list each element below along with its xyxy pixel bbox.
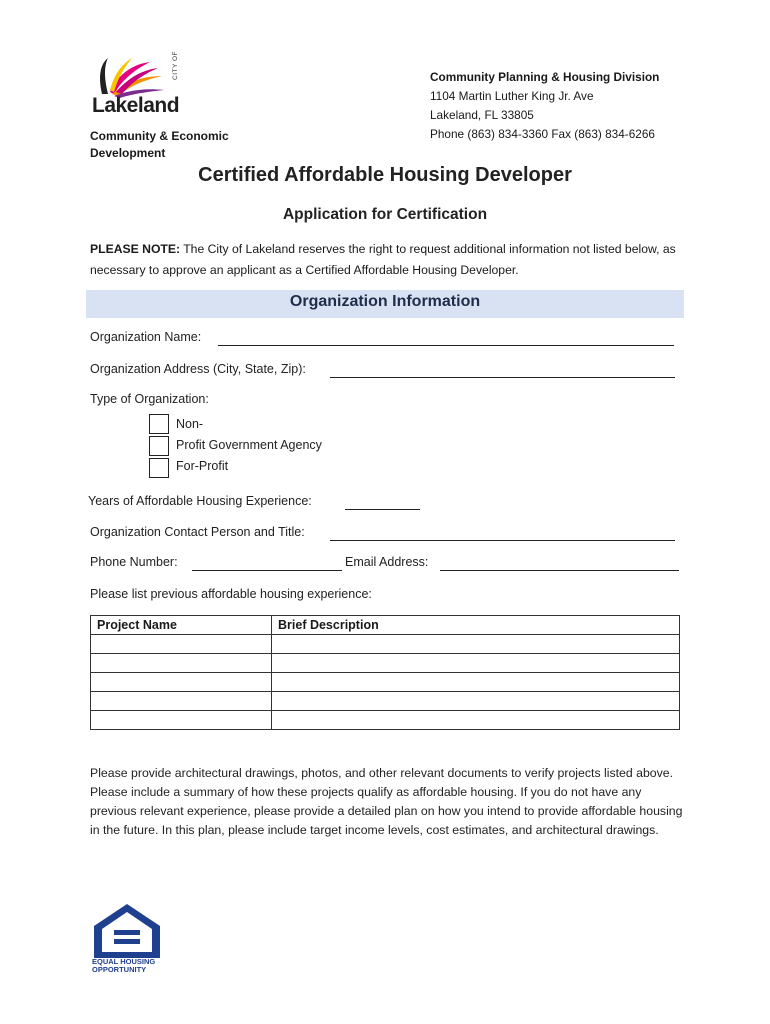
address-line-1: 1104 Martin Luther King Jr. Ave [430,89,594,103]
phone-fax: Phone (863) 834-3360 Fax (863) 834-6266 [430,127,655,141]
table-row [91,635,680,654]
eho-line-2: OPPORTUNITY [92,965,147,974]
eho-line-1: EQUAL HOUSING [92,957,156,966]
please-note [90,239,690,281]
brief-description-cell[interactable] [272,635,680,654]
document-subtitle: Application for Certification [282,206,488,223]
years-experience-field[interactable] [345,509,420,510]
contact-block [430,68,659,144]
document-title: Certified Affordable Housing Developer [198,164,572,186]
org-address-label: Organization Address (City, State, Zip): [90,362,306,376]
email-field[interactable] [440,570,679,571]
phone-label: Phone Number: [90,555,178,569]
contact-person-label: Organization Contact Person and Title: [90,525,305,539]
email-label: Email Address: [345,555,429,569]
experience-table [90,615,680,730]
brief-description-header: Brief Description [272,616,680,635]
org-type-label: Type of Organization: [90,392,209,406]
project-name-header: Project Name [91,616,272,635]
org-address-field[interactable] [330,377,675,378]
years-experience-label: Years of Affordable Housing Experience: [88,494,312,508]
brief-description-cell[interactable] [272,654,680,673]
department-line-2: Development [90,146,166,160]
eho-text [92,958,172,974]
table-row [91,711,680,730]
note-text: The City of Lakeland reserves the right to request additional information not listed below, as necessary to approve an applicant as a Certified Affordable Housing Developer. [90,242,676,277]
project-name-cell[interactable] [91,711,272,730]
address-line-2: Lakeland, FL 33805 [430,108,534,122]
section-title: Organization Information [289,293,481,310]
nonprofit-checkbox[interactable] [149,414,169,434]
org-name-label: Organization Name: [90,330,202,344]
logo-city-of-text: CITY OF [172,50,179,80]
department-line-1: Community & Economic [90,129,229,143]
brief-description-cell[interactable] [272,692,680,711]
option-for-profit: For-Profit [176,459,229,473]
project-name-cell[interactable] [91,692,272,711]
brief-description-cell[interactable] [272,711,680,730]
org-name-field[interactable] [218,345,674,346]
division-name: Community Planning & Housing Division [430,70,660,84]
instructions-paragraph: Please provide architectural drawings, photos, and other relevant documents to verify projects listed above. Please include a summary of how these projects qualify as affordable housing. If you do not have any previous relevant experience, please provide a detailed plan on how you intend to provide affordable housing in the future. In this plan, please include target income levels, cost estimates, and architectural drawings. [90,766,683,837]
project-name-cell[interactable] [91,654,272,673]
project-name-cell[interactable] [91,635,272,654]
table-row [91,673,680,692]
for-profit-checkbox[interactable] [149,458,169,478]
table-row [91,692,680,711]
note-label: PLEASE NOTE: [90,242,181,256]
government-agency-checkbox[interactable] [149,436,169,456]
experience-prompt: Please list previous affordable housing experience: [90,587,372,601]
department-name [90,128,250,162]
phone-field[interactable] [192,570,342,571]
project-name-cell[interactable] [91,673,272,692]
logo-wordmark: Lakeland [92,94,180,117]
option-profit-government-agency: Profit Government Agency [176,438,322,452]
option-non: Non- [176,417,204,431]
brief-description-cell[interactable] [272,673,680,692]
contact-person-field[interactable] [330,540,675,541]
table-row [91,654,680,673]
table-header-row [91,616,680,635]
